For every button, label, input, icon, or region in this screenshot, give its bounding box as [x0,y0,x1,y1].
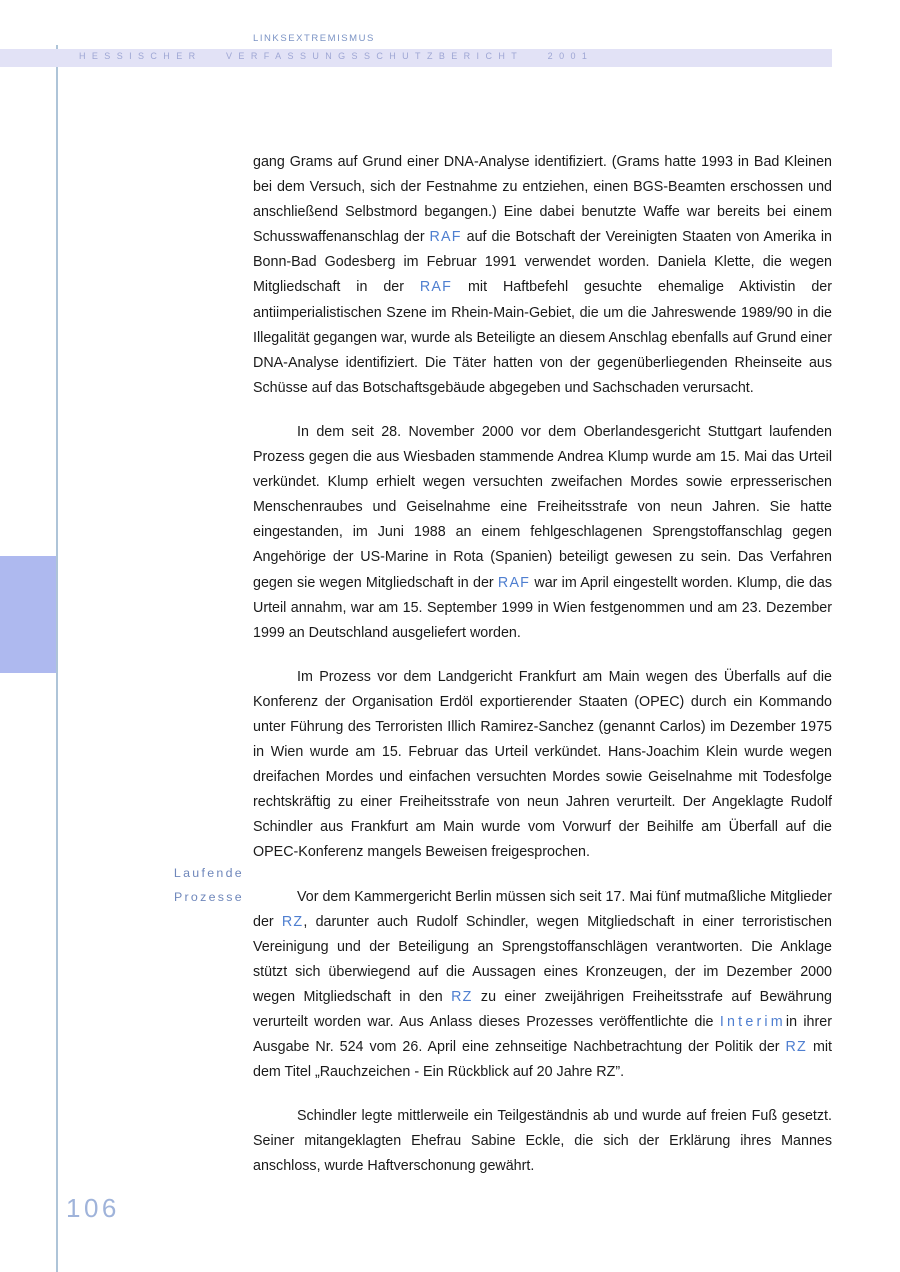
paragraph-2-part-b: war im April eingestellt worden. Klump, die das Urteil annahm, war am 15. September 1999 in Wien festgenommen und am 23. Dezember 1999 an Deutschland ausgeliefert worden. [253,574,832,641]
paragraph-1-part-b: auf die Botschaft der Vereinigten Staaten von Amerika in Bonn-Bad Godesberg im Februar 1991 verwendet worden. Daniela Klette, die wegen Mitgliedschaft in der [253,229,832,296]
acronym-raf: RAF [497,574,531,591]
margin-note-line-1: Laufende [173,866,244,880]
paragraph-5: Schindler legte mittlerweile ein Teilgeständnis ab und wurde auf freien Fuß gesetzt. Seiner mitangeklagten Ehefrau Sabine Eckle, die sich der Erklärung ihres Mannes anschloss, wurde Haftverschonung gewährt. [253,1108,832,1175]
page-number: 106 [66,1193,120,1223]
paragraph-2 [253,420,832,646]
margin-note [144,861,244,909]
paragraph-4-part-a: Vor dem Kammergericht Berlin müssen sich seit 17. Mai fünf mutmaßliche Mitglieder der [253,888,832,930]
running-head-spacer-1 [202,51,227,61]
paragraph-4-part-b: , darunter auch Rudolf Schindler, wegen Mitgliedschaft in einer terroristischen Vereinigung und der Beteiligung an Sprengstoffanschlägen verantworten. Die Anklage stützt sich überwiegend auf die Aussagen eines Kronzeugen, der im Dezember 2000 wegen Mitgliedschaft in den [253,913,833,1005]
acronym-raf: RAF [419,279,453,296]
paragraph-3: Im Prozess vor dem Landgericht Frankfurt am Main wegen des Überfalls auf die Konferenz der Organisation Erdöl exportierender Staaten (OPEC) durch ein Kommando unter Führung des Terroristen Illich Ramirez-Sanchez (genannt Carlos) im Dezember 1975 in Wien wurde am 15. Februar das Urteil verkündet. Hans-Joachim Klein wurde wegen dreifachen Mordes und einfachen versuchten Mordes sowie Geiselnahme mit Todesfolge rechtskräftig zu einer Freiheitsstrafe von neun Jahren verurteilt. Der Angeklagte Rudolf Schindler aus Frankfurt am Main wurde vom Vorwurf der Beihilfe am Überfall auf die OPEC-Konferenz mangels Beweisen freigesprochen. [253,668,832,861]
publication-name-interim: Interim [719,1014,786,1030]
running-head-middle: VERFASSUNGSSCHUTZBERICHT [226,51,524,61]
paragraph-1-part-a: gang Grams auf Grund einer DNA-Analyse identifiziert. (Grams hatte 1993 in Bad Kleinen bei dem Versuch, sich der Festnahme zu entziehen, einen BGS-Beamten erschossen und anschließend Selbstmord begangen.) Eine dabei benutzte Waffe war bereits bei einem Schusswaffenanschlag der [253,154,832,246]
paragraph-1 [253,150,832,401]
left-margin-rule [56,45,58,1272]
acronym-rz: RZ [451,988,473,1005]
margin-note-line-2: Prozesse [173,890,244,904]
paragraph-4-part-d: in ihrer Ausgabe Nr. 524 vom 26. April eine zehnseitige Nachbetrachtung der Politik der [253,1014,832,1056]
acronym-rz: RZ [281,913,304,930]
left-section-tab [0,556,56,673]
paragraph-4-part-e: mit dem Titel „Rauchzeichen - Ein Rückblick auf 20 Jahre RZ”. [253,1039,833,1081]
running-head-left: HESSISCHER [79,51,202,61]
paragraph-4-part-c: zu einer zweijährigen Freiheitsstrafe auf Bewährung verurteilt worden war. Aus Anlass dieses Prozesses veröffentlichte die [253,988,832,1030]
paragraph-1-part-c: mit Haftbefehl gesuchte ehemalige Aktivistin der antiimperialistischen Szene im Rhein-Main-Gebiet, die um die Jahreswende 1989/90 in die Illegalität gegangen war, wurde als Beteiligte an diesem Anschlag ebenfalls auf Grund einer DNA-Analyse identifiziert. Die Täter hatten von der gegenüberliegenden Rheinseite aus Schüsse auf das Botschaftsgebäude abgegeben und Sachschaden verursacht. [253,279,833,396]
running-head-text [79,51,794,61]
running-head-year: 2001 [547,51,594,61]
running-head-spacer-2 [523,51,548,61]
paragraph-2-part-a: In dem seit 28. November 2000 vor dem Oberlandesgericht Stuttgart laufenden Prozess gegen die aus Wiesbaden stammende Andrea Klump wurde am 15. Mai das Urteil verkündet. Klump erhielt wegen versuchten zweifachen Mordes sowie erpresserischen Menschenraubes und Geiselnahme eine Freiheitsstrafe von neun Jahren. Sie hatte eingestanden, im Juni 1988 an einem fehlgeschlagenen Sprengstoffanschlag gegen Angehörige der US-Marine in Rota (Spanien) beteiligt gewesen zu sein. Das Verfahren gegen sie wegen Mitgliedschaft in der [253,423,832,591]
paragraph-4 [253,885,832,1086]
chapter-label: LINKSEXTREMISMUS [253,33,375,44]
acronym-rz: RZ [785,1039,807,1056]
acronym-raf: RAF [429,229,462,246]
body-text-column [253,150,832,1180]
